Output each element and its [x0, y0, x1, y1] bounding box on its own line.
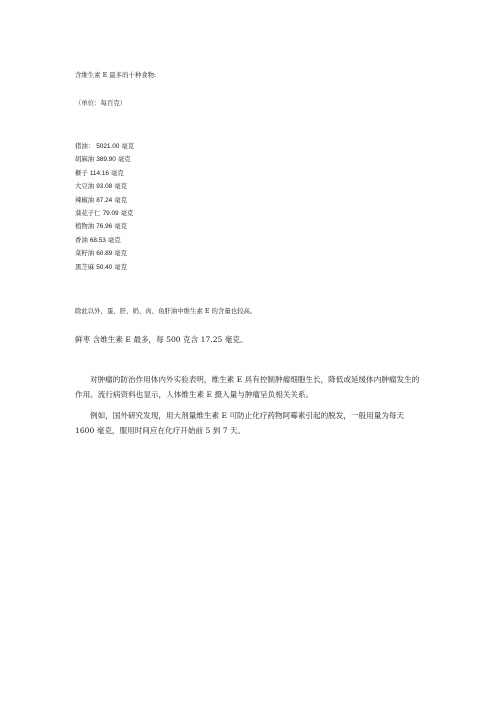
food-item — [75, 194, 134, 207]
food-unit: 毫克 — [114, 262, 128, 271]
paragraph-example: 例如，国外研究发现，用大剂量维生素 E 可防止化疗药物阿霉素引起的脱发，一般用量为每天 1600 毫克，服用时间应在化疗开始前 5 到 7 天。 — [75, 411, 405, 435]
food-amount: 79.09 — [102, 210, 119, 218]
food-item — [75, 167, 134, 180]
food-unit: 毫克 — [107, 235, 121, 244]
food-unit: 毫克 — [121, 142, 135, 150]
food-unit: 毫克 — [114, 195, 128, 204]
food-amount: 93.08 — [96, 183, 113, 191]
food-name: 菜籽油 — [75, 249, 95, 258]
food-name: 黑芝麻 — [75, 262, 95, 271]
food-amount: 87.24 — [96, 196, 113, 204]
food-item — [75, 261, 134, 274]
food-unit: 毫克 — [114, 182, 128, 191]
food-item — [75, 247, 134, 260]
food-name: 辣椒油 — [75, 195, 95, 204]
food-name: 葵花子仁 — [75, 209, 101, 218]
food-amount: 5021.00 — [96, 143, 120, 150]
food-name: 胡麻油 — [75, 155, 95, 164]
food-unit: 毫克 — [120, 209, 134, 218]
food-amount: 60.89 — [96, 250, 113, 258]
food-name: 猪油： — [75, 142, 95, 150]
food-unit: 毫克 — [110, 168, 124, 177]
food-item — [75, 207, 134, 220]
food-amount: 114.16 — [89, 169, 109, 177]
heading: 含维生素 E 最多的十种食物: — [75, 71, 157, 79]
food-name: 植物油 — [75, 222, 95, 231]
food-item — [75, 234, 134, 247]
food-amount: 389.90 — [96, 156, 116, 164]
food-item — [75, 220, 134, 233]
food-name: 榧子 — [75, 168, 88, 177]
jujube-line: 鲜枣 含维生素 E 最多，每 500 克含 17.25 毫克。 — [75, 335, 248, 344]
unit-note: （单位：每百克） — [75, 99, 127, 107]
food-unit: 毫克 — [117, 155, 131, 164]
food-unit: 毫克 — [114, 222, 128, 231]
food-name: 香油 — [75, 235, 88, 244]
food-amount: 76.96 — [96, 223, 113, 231]
food-amount: 50.40 — [96, 263, 113, 271]
food-item — [75, 180, 134, 193]
other-sources-note: 除此以外，蛋、肝、奶、肉、鱼肝油中维生素 E 的含量也较高。 — [75, 307, 257, 315]
paragraph-tumor: 对肿瘤的防治作用体内外实验表明，维生素 E 具有控制肿瘤细胞生长，降低或延缓体内肿瘤发生的作用。流行病资料也显示，人体维生素 E 摄入量与肿瘤呈负相关关系。 — [75, 375, 420, 399]
food-name: 大豆油 — [75, 182, 95, 191]
food-amount: 68.53 — [89, 236, 106, 244]
food-item — [75, 153, 134, 166]
food-list — [75, 140, 134, 274]
food-item — [75, 140, 134, 153]
food-unit: 毫克 — [114, 249, 128, 258]
